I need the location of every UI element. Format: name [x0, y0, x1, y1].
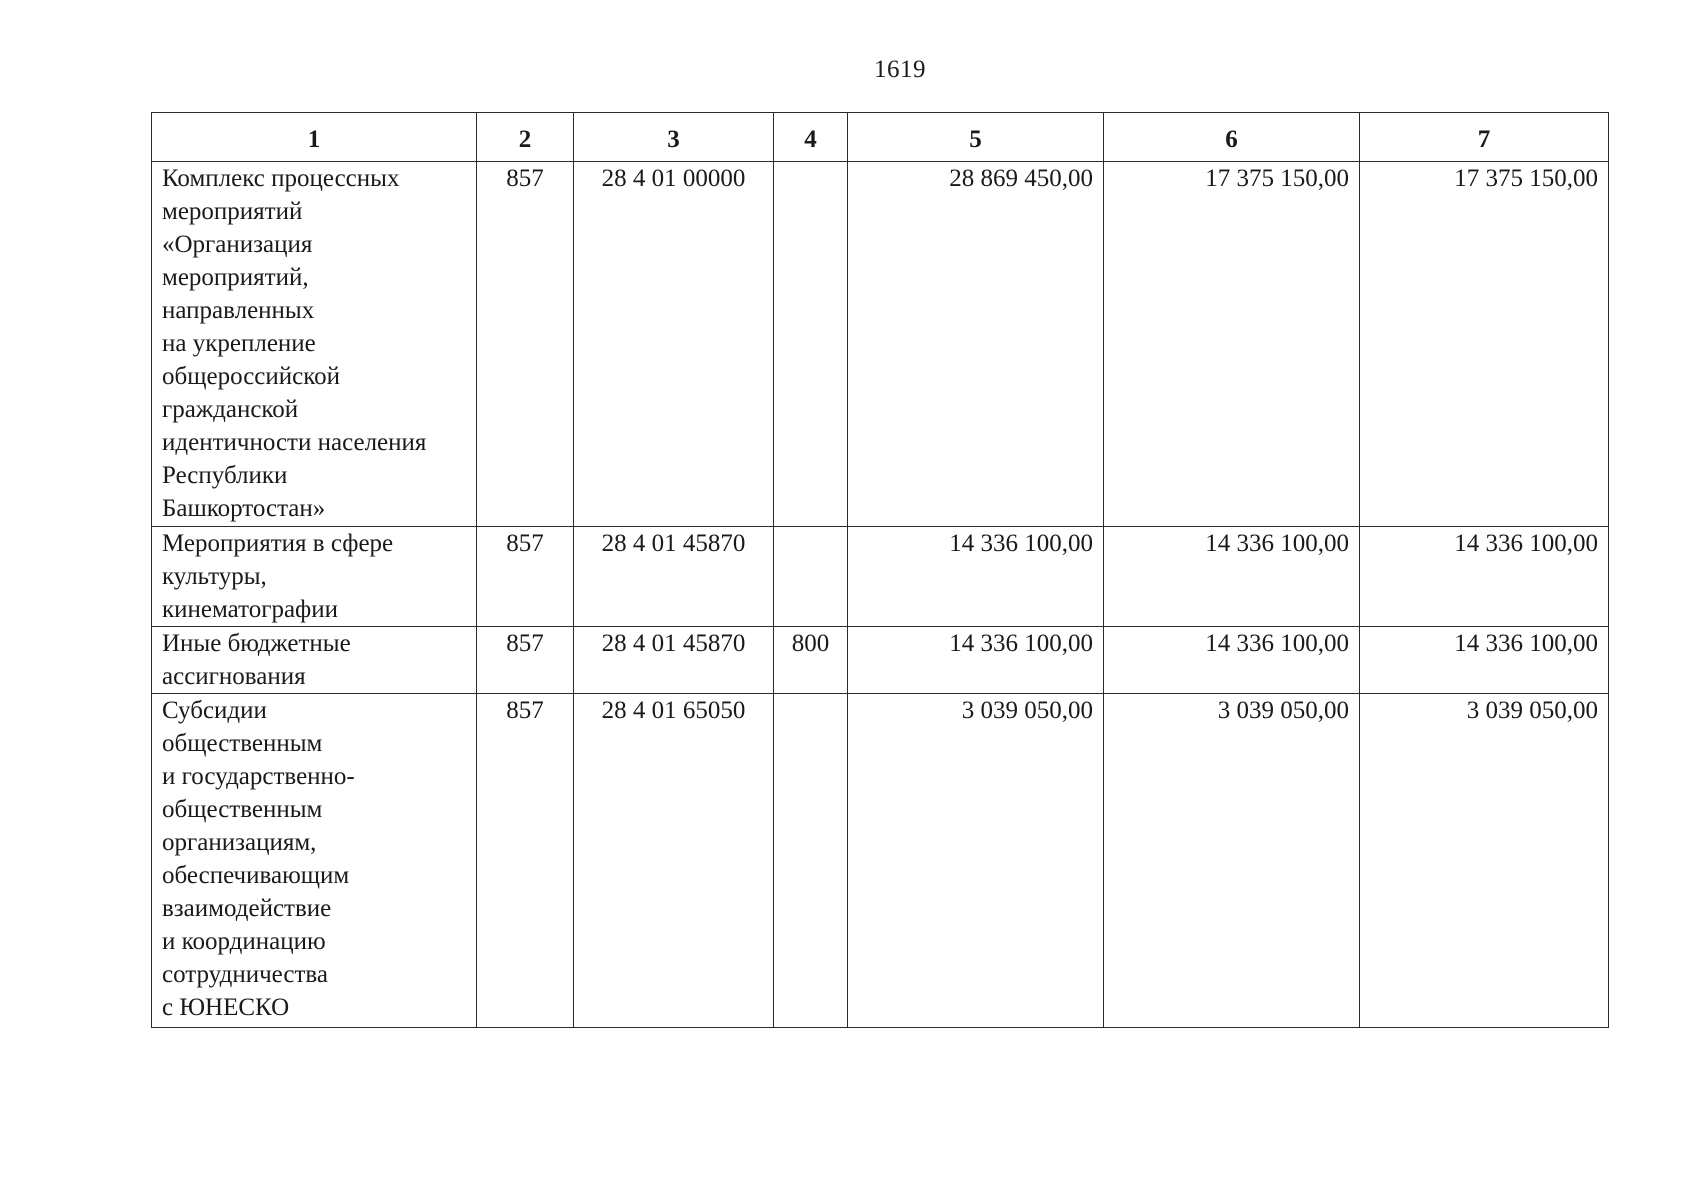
row-target-code: 28 4 01 45870: [574, 527, 774, 627]
row-ministry-code: 857: [477, 527, 574, 627]
header-col-1: 1: [152, 113, 477, 162]
row-target-code: 28 4 01 65050: [574, 694, 774, 1028]
page-number: 1619: [874, 56, 926, 83]
header-col-7: 7: [1360, 113, 1609, 162]
row-name: Комплекс процессных мероприятий «Организация мероприятий, направленных на укрепление общероссийской гражданской идентичности населения Республики Башкортостан»: [152, 162, 477, 527]
row-name: Мероприятия в сфере культуры, кинематографии: [152, 527, 477, 627]
row-ministry-code: 857: [477, 627, 574, 694]
row-amount-col5: 14 336 100,00: [848, 627, 1104, 694]
row-amount-col7: 17 375 150,00: [1360, 162, 1609, 527]
row-name: Иные бюджетные ассигнования: [152, 627, 477, 694]
header-col-2: 2: [477, 113, 574, 162]
row-amount-col7: 14 336 100,00: [1360, 627, 1609, 694]
row-expense-type: [774, 527, 848, 627]
header-col-5: 5: [848, 113, 1104, 162]
row-amount-col5: 3 039 050,00: [848, 694, 1104, 1028]
row-amount-col5: 28 869 450,00: [848, 162, 1104, 527]
table-row: [152, 527, 1609, 627]
row-target-code: 28 4 01 00000: [574, 162, 774, 527]
table-row: [152, 627, 1609, 694]
header-row: [152, 113, 1609, 162]
row-amount-col6: 17 375 150,00: [1104, 162, 1360, 527]
table-row: [152, 162, 1609, 527]
row-amount-col6: 14 336 100,00: [1104, 627, 1360, 694]
header-col-4: 4: [774, 113, 848, 162]
header-col-6: 6: [1104, 113, 1360, 162]
row-amount-col7: 3 039 050,00: [1360, 694, 1609, 1028]
row-expense-type: [774, 162, 848, 527]
table-row: [152, 694, 1609, 1028]
row-amount-col7: 14 336 100,00: [1360, 527, 1609, 627]
row-name: Субсидии общественным и государственно- общественным организациям, обеспечивающим взаимодействие и координацию сотрудничества с ЮНЕСКО: [152, 694, 477, 1028]
row-amount-col6: 3 039 050,00: [1104, 694, 1360, 1028]
header-col-3: 3: [574, 113, 774, 162]
row-expense-type: [774, 694, 848, 1028]
row-amount-col5: 14 336 100,00: [848, 527, 1104, 627]
row-ministry-code: 857: [477, 694, 574, 1028]
budget-table: [151, 112, 1609, 1028]
row-amount-col6: 14 336 100,00: [1104, 527, 1360, 627]
row-target-code: 28 4 01 45870: [574, 627, 774, 694]
row-ministry-code: 857: [477, 162, 574, 527]
row-expense-type: 800: [774, 627, 848, 694]
